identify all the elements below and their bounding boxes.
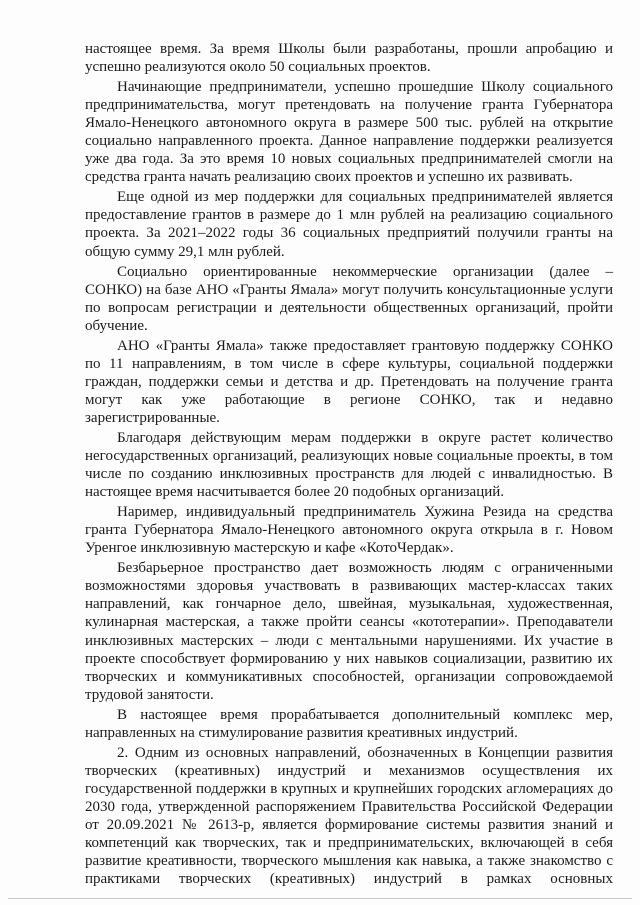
scan-edge-line (8, 898, 632, 899)
paragraph-3: Еще одной из мер поддержки для социальных предпринимателей является предоставление грантов в размере до 1 млн рублей на реализацию социального проекта. За 2021–2022 годы 36 социальных предприятий получили гранты на общую сумму 29,1 млн рублей. (85, 189, 613, 260)
paragraph-10: 2. Одним из основных направлений, обозначенных в Концепции развития творческих (креативных) индустрий и механизмов осуществления их государственной поддержки в крупных и крупнейших городских агломерациях до 2030 года, утвержденной распоряжением Правительства Российской Федерации от 20.09.2021 № 2613-р, является формирование системы развития знаний и компетенций как творческих, так и предпринимательских, включающей в себя развитие креативности, творческого мышления как навыка, а также знакомство с практиками творческих (креативных) индустрий в рамках основных (85, 744, 613, 888)
paragraph-1: настоящее время. За время Школы были разработаны, прошли апробацию и успешно реализуются около 50 социальных проектов. (85, 41, 613, 76)
document-body (85, 40, 613, 890)
paragraph-6: Благодаря действующим мерам поддержки в округе растет количество негосударственных организаций, реализующих новые социальные проекты, в том числе по созданию инклюзивных пространств для людей с инвалидностью. В настоящее время насчитывается более 20 подобных организаций. (85, 429, 613, 501)
paragraph-7: Наример, индивидуальный предприниматель Хужина Резида на средства гранта Губернатора Ямало-Ненецкого автономного округа открыла в г. Новом Уренгое инклюзивную мастерскую и кафе «КотоЧердак». (85, 504, 613, 557)
paragraph-9: В настоящее время прорабатывается дополнительный комплекс мер, направленных на стимулирование развития креативных индустрий. (85, 706, 613, 741)
paragraph-4: Социально ориентированные некоммерческие организации (далее – СОНКО) на базе АНО «Гранты Ямала» могут получить консультационные услуги по вопросам регистрации и деятельности общественных организаций, пройти обучение. (85, 263, 613, 334)
paragraph-8: Безбарьерное пространство дает возможность людям с ограниченными возможностями здоровья участвовать в развивающих мастер-классах таких направлений, как гончарное дело, швейная, музыкальная, художественная, кулинарная мастерская, а также пройти сеансы «кототерапии». Преподаватели инклюзивных мастерских – люди с ментальными нарушениями. Их участие в проекте способствует формированию у них навыков социализации, развитию их творческих и коммуникативных способностей, организации сопровождаемой трудовой занятости. (85, 560, 613, 703)
paragraph-2: Начинающие предприниматели, успешно прошедшие Школу социального предпринимательства, могут претендовать на получение гранта Губернатора Ямало-Ненецкого автономного округа в размере 500 тыс. рублей на открытие социально направленного проекта. Данное направление поддержки реализуется уже два года. За это время 10 новых социальных предпринимателей смогли на средства гранта начать реализацию своих проектов и успешно их развивать. (85, 79, 613, 186)
paragraph-5: АНО «Гранты Ямала» также предоставляет грантовую поддержку СОНКО по 11 направлениям, в том числе в сфере культуры, социальной поддержки граждан, поддержки семьи и детства и др. Претендовать на получение гранта могут как уже работающие в регионе СОНКО, так и недавно зарегистрированные. (85, 337, 613, 426)
